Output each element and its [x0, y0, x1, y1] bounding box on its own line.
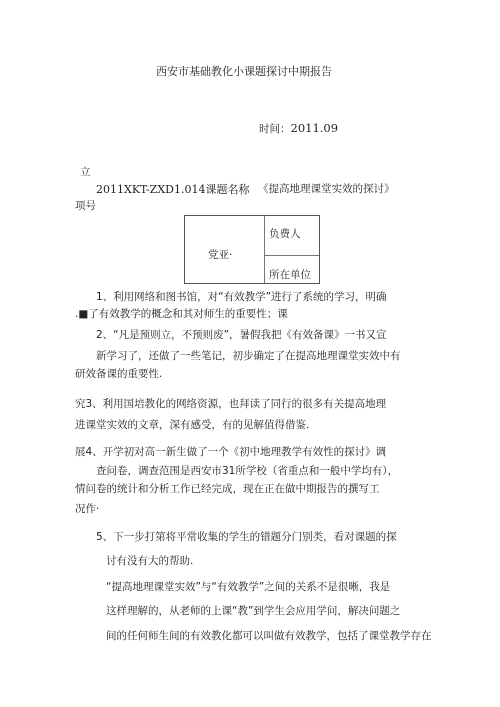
paragraph-line: 讨有没有大的帮助. [106, 555, 194, 567]
leader-name: 党亚· [208, 249, 233, 261]
info-box-divider-horizontal [264, 255, 319, 256]
leader-label: 负费人 [269, 228, 301, 240]
project-code-label: 2011XKT-ZXD1.014课题名称 [96, 183, 250, 196]
paragraph-line: 新学习了，还做了一些笔记，初步确定了在提高地理课堂实效中有 [96, 350, 401, 362]
label-xianghao: 项号 [75, 200, 96, 212]
paragraph-line: 进课堂实效的文章，深有感受，有的见解值得借鉴. [75, 419, 310, 431]
paragraph-line: 间的任何师生间的有效教化都可以叫做有效教学，包括了课堂教学存在 [106, 630, 432, 642]
paragraph-line: 2、“凡是预则立，不预则废”，暑假我把《有效备课》一书又宣 [96, 329, 387, 341]
report-time [259, 122, 338, 136]
paragraph-line: 况作· [75, 503, 100, 515]
unit-label: 所在单位 [269, 269, 311, 281]
paragraph-line: 展4、开学初对高一新生做了一个《初中地理教学有效性的探讨》调 [75, 446, 387, 458]
label-li: 立 [80, 166, 91, 178]
time-label: 时间： [259, 123, 291, 135]
paragraph-line: 1、利用网络和图书馆，对“有效教学”进行了系统的学习，明确 [96, 291, 387, 303]
project-topic-name: 《提高地理课堂实效的探讨》 [258, 183, 395, 195]
time-value: 2011.09 [290, 121, 339, 135]
report-title: 西安市基础教化小课题探讨中期报告 [156, 65, 332, 78]
paragraph-line: 研效备课的重要性. [75, 368, 163, 380]
paragraph-line: “提高地理课堂实效”与“有效教学”之间的关系不是很晰，我是 [106, 581, 391, 593]
paragraph-line: 查问卷，调查范围是西安市31所学校（省重点和一般中学均有）， [96, 465, 399, 477]
paragraph-line: 情问卷的统计和分析工作已经完成，现在正在做中期报告的撰写工 [75, 483, 380, 495]
paragraph-line: 5、下一步打第将平常收集的学生的错题分门别类，看对课题的探 [96, 531, 397, 543]
info-box-divider-vertical [264, 216, 265, 283]
paragraph-line: 这样理解的，从老师的上课“教”到学生会应用学问，解决问题之 [106, 605, 401, 617]
paragraph-line: .■了有效教学的概念和其对师生的重要性；课 [75, 308, 288, 320]
paragraph-line: 究3、利用国培教化的网络资源，也拜读了同行的很多有关提高地理 [75, 398, 387, 410]
info-box [184, 215, 320, 284]
